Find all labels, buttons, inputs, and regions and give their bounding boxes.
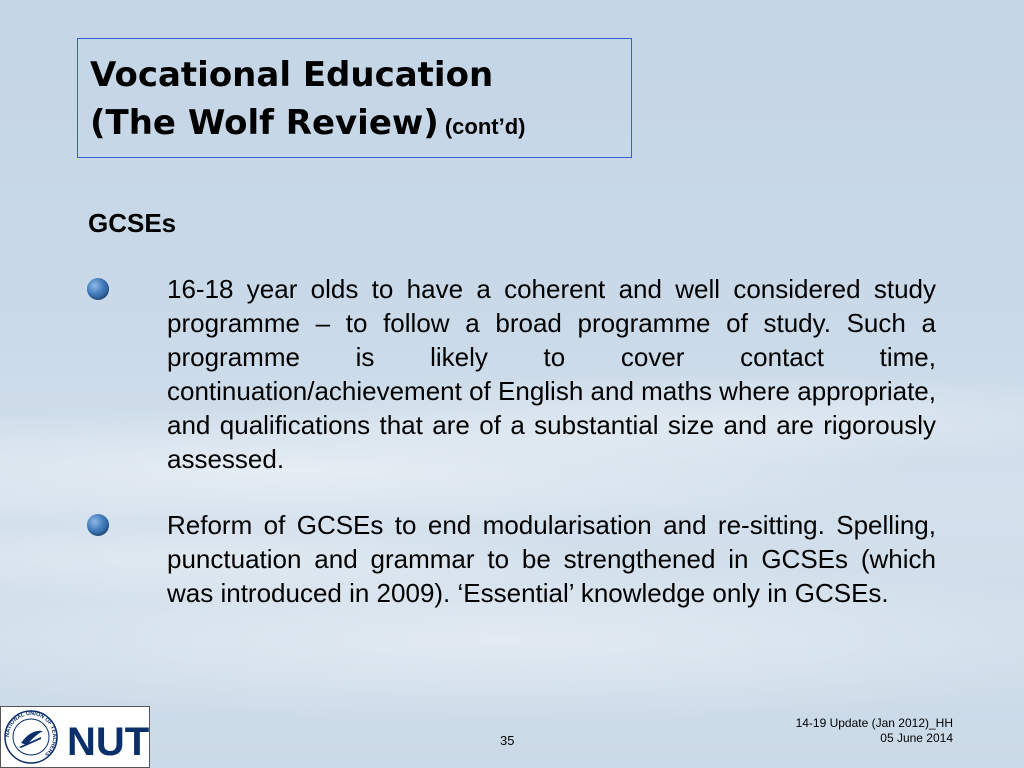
footer-info — [796, 716, 953, 746]
slide-title-line-1: Vocational Education — [90, 55, 494, 95]
slide-title-line-2-text: (The Wolf Review) — [90, 103, 439, 143]
logo-nut-text: NUT — [67, 720, 149, 764]
bullet-text-2: Reform of GCSEs to end modularisation and re-sitting. Spelling, punctuation and grammar to be strengthened in GCSEs (which was introduced in 2009). ‘Essential’ knowledge only in GCSEs. — [167, 510, 936, 608]
document-date: 05 June 2014 — [880, 731, 953, 745]
logo-ring-text: NATIONAL UNION OF TEACHERS — [4, 710, 58, 758]
document-label: 14-19 Update (Jan 2012)_HH — [795, 716, 953, 730]
sphere-bullet-icon — [87, 514, 109, 536]
nut-logo-graphic — [1, 707, 149, 767]
nut-logo — [0, 706, 150, 768]
section-heading: GCSEs — [88, 208, 177, 238]
slide-title-line-2 — [90, 103, 526, 147]
slide-title-suffix: (cont’d) — [444, 114, 526, 139]
bullet-text-1: 16-18 year olds to have a coherent and well considered study programme – to follow a broad programme of study. Such a programme is likely to cover contact time, continuation/achievement of English and maths where appropriate, and qualifications that are of a substantial size and are rigorously assessed. — [167, 274, 936, 474]
page-number: 35 — [500, 733, 515, 748]
sphere-bullet-icon — [87, 278, 109, 300]
title-box — [77, 38, 632, 158]
